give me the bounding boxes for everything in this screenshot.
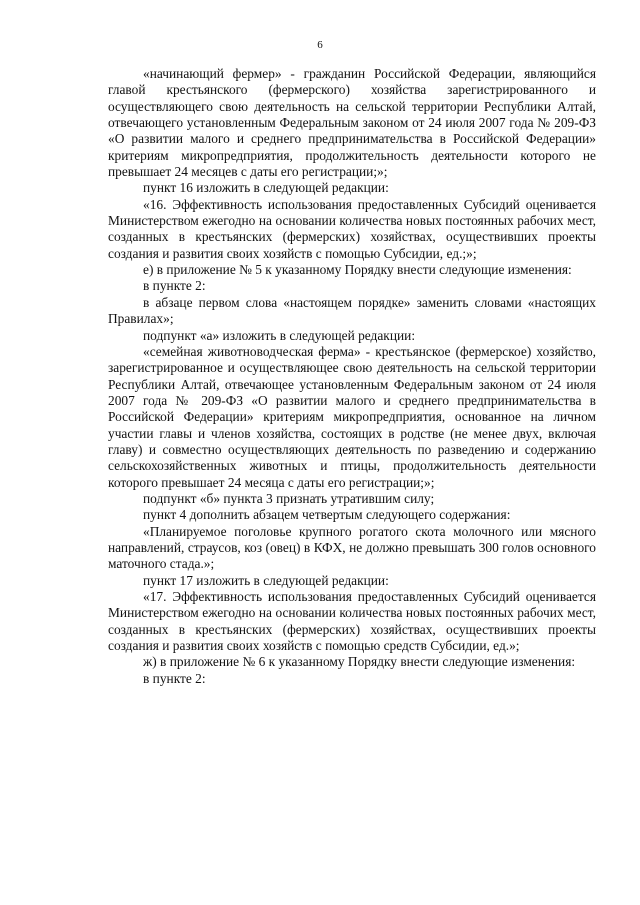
paragraph-family-farm-definition: «семейная животноводческая ферма» - крестьянское (фермерское) хозяйство, зарегистрированное и осуществляющее свою деятельность на сельской территории Республики Алтай, отвечающее установленным Федеральным законом от 24 июля 2007 года № 209-ФЗ «О развитии малого и среднего предпринимательства в Российской Федерации» критериям микропредприятия, основанное на личном участии главы и членов хозяйства, состоящих в родстве (не менее двух, включая главу) и совместно осуществляющих деятельность по разведению и содержанию сельскохозяйственных животных и птицы, продолжительность деятельности которого превышает 24 месяца с даты его регистрации;»; [108,343,596,490]
paragraph-appendix-6-changes: ж) в приложение № 6 к указанному Порядку внести следующие изменения: [143,654,576,670]
paragraph-replace-words: в абзаце первом слова «настоящем порядке» заменить словами «настоящих Правилах»; [108,294,596,327]
page-number: 6 [317,39,323,51]
paragraph-in-point-2-final: в пункте 2: [143,670,206,686]
paragraph-subpoint-b-void: подпункт «б» пункта 3 признать утратившим силу; [143,490,435,506]
paragraph-subpoint-a-intro: подпункт «а» изложить в следующей редакции: [143,327,416,343]
paragraph-point-17-intro: пункт 17 изложить в следующей редакции: [143,572,389,588]
paragraph-beginning-farmer-definition: «начинающий фермер» - гражданин Российской Федерации, являющийся главой крестьянского (фермерского) хозяйства зарегистрированного и осуществляющего свою деятельность на сельской территории Республики Алтай, отвечающего установленным Федеральным законом от 24 июля 2007 года № 209-ФЗ «О развитии малого и среднего предпринимательства в Российской Федерации» критериям микропредприятия, продолжительность деятельности которого не превышает 24 месяцев с даты его регистрации;»; [108,66,596,180]
paragraph-point-17-text: «17. Эффективность использования предоставленных Субсидий оценивается Министерством ежегодно на основании количества новых постоянных рабочих мест, созданных в крестьянских (фермерских) хозяйствах, осуществивших проекты создания и развития своих хозяйств с помощью средств Субсидии, ед.»; [108,589,596,654]
paragraph-appendix-5-changes: е) в приложение № 5 к указанному Порядку внести следующие изменения: [143,262,572,278]
paragraph-livestock-limit: «Планируемое поголовье крупного рогатого скота молочного или мясного направлений, страусов, коз (овец) в КФХ, не должно превышать 300 голов основного маточного стада.»; [108,523,596,572]
paragraph-point-16-intro: пункт 16 изложить в следующей редакции: [143,180,389,196]
paragraph-point-16-text: «16. Эффективность использования предоставленных Субсидий оценивается Министерством ежегодно на основании количества новых постоянных рабочих мест, созданных в крестьянских (фермерских) хозяйствах, осуществивших проекты создания и развития своих хозяйств с помощью Субсидии, ед.;»; [108,196,596,261]
paragraph-point-4-addition: пункт 4 дополнить абзацем четвертым следующего содержания: [143,507,511,523]
document-body [108,66,596,687]
paragraph-in-point-2: в пункте 2: [143,278,206,294]
